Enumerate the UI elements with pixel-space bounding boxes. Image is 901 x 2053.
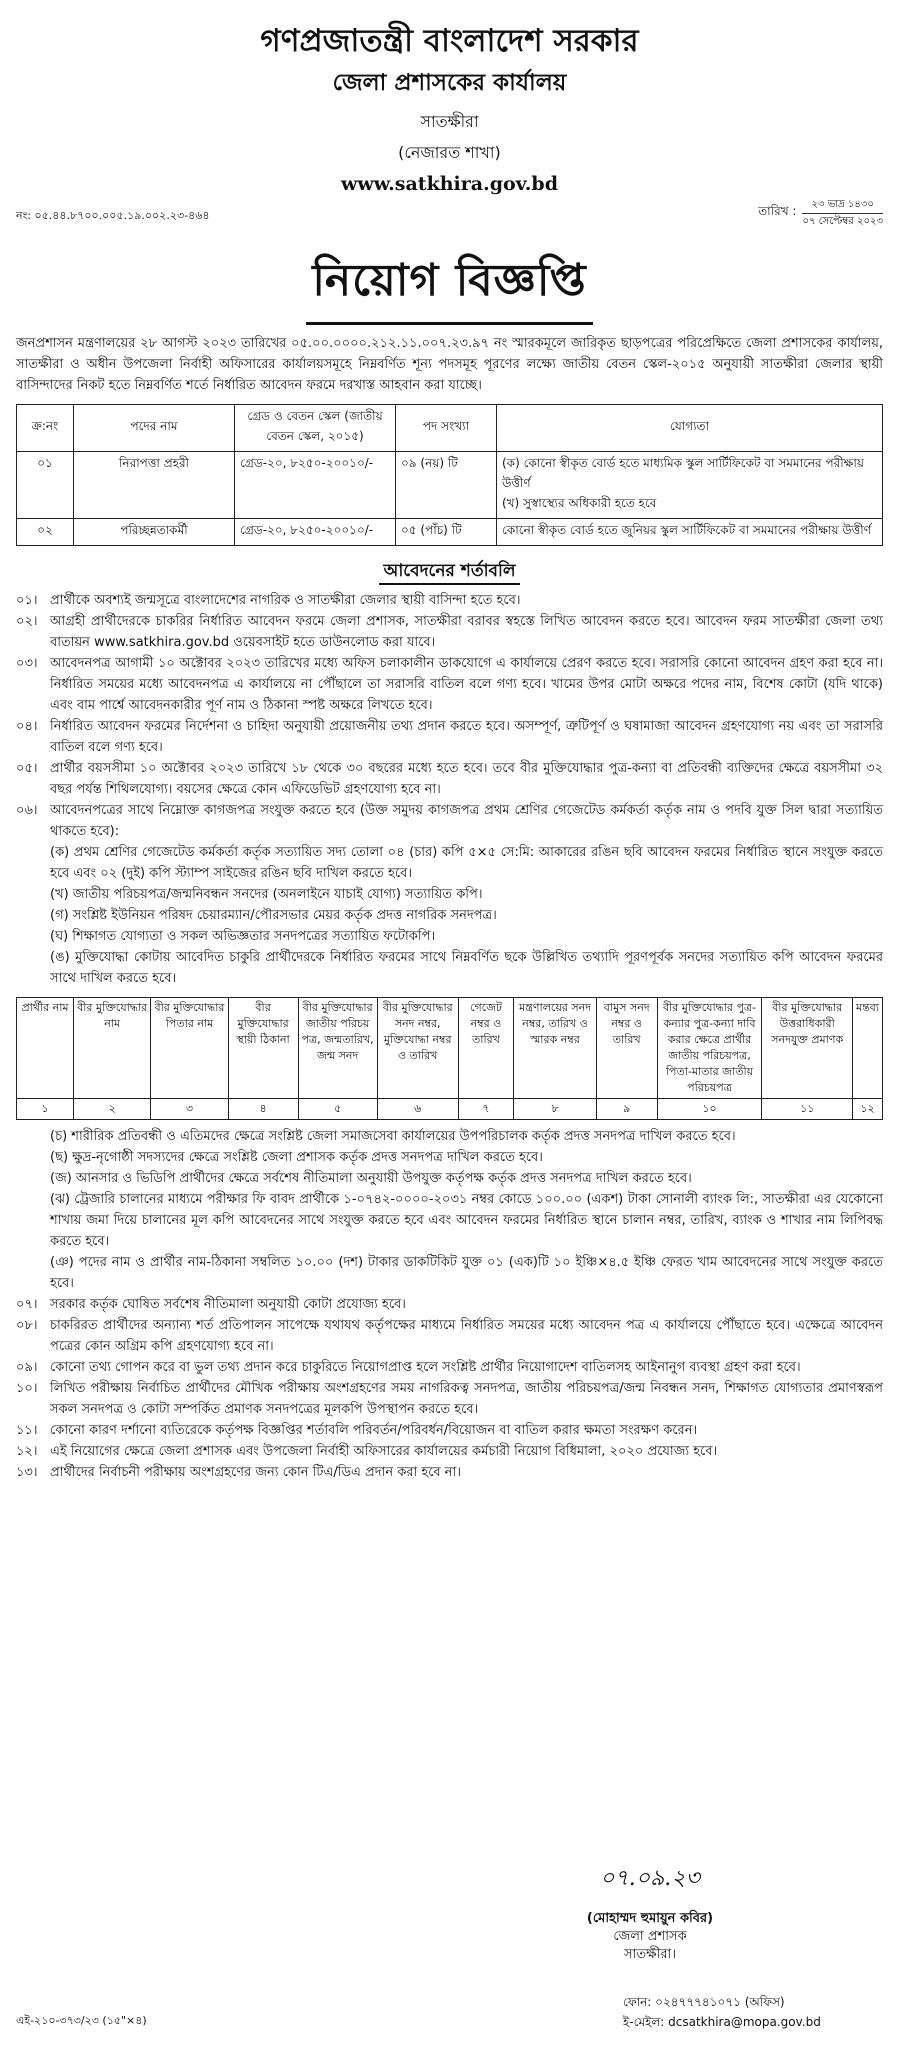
conditions-heading-wrap bbox=[16, 558, 883, 586]
phone-number: ফোন: ০২৪৭৭৭৪১০৭১ (অফিস) bbox=[623, 1995, 785, 2009]
sub-item: (ঝ) ট্রেজারি চালানের মাধ্যমে পরীক্ষার ফি বাবদ প্রার্থীকে ১-০৭৪২-০০০০-২০৩১ নম্বর কোডে ১০০.০০ (একশ) টাকা সোনালী ব্যাংক লি:, সাতক্ষীরা এর যেকোনো শাখায় জমা দিয়ে চালানের মূল কপি আবেদনের সাথে সংযুক্ত করতে হবে এবং আবেদন ফরমের নির্ধারিত স্থানে চালান নম্বর, তারিখ, ব্যাংক ও শাখার নাম লিপিবদ্ধ করতে হবে। bbox=[50, 1191, 883, 1249]
ff-header-row bbox=[17, 997, 883, 1098]
ff-num: ৫ bbox=[298, 1098, 377, 1119]
col-grade: গ্রেড ও বেতন স্কেল (জাতীয় বেতন স্কেল, ২০১৫) bbox=[235, 404, 396, 451]
email-address: ই-মেইল: dcsatkhira@mopa.gov.bd bbox=[623, 2015, 821, 2029]
sub-item: (চ) শারীরিক প্রতিবন্ধী ও এতিমদের ক্ষেত্রে সংশ্লিষ্ট জেলা সমাজসেবা কার্যালয়ের উপপরিচালক কর্তৃক প্রদত্ত সনদপত্র দাখিল করতে হবে। bbox=[50, 1128, 736, 1144]
posts-header-row bbox=[17, 404, 883, 451]
sub-item: (জ) আনসার ও ভিডিপি প্রার্থীদের ক্ষেত্রে সর্বশেষ নীতিমালা অনুযায়ী উপযুক্ত কর্তৃপক্ষ কর্তৃক প্রদত্ত সনদপত্র দাখিল করতে হবে। bbox=[50, 1170, 692, 1186]
condition-item bbox=[16, 1441, 883, 1462]
sub-item: (ঘ) শিক্ষাগত যোগ্যতা ও সকল অভিজ্ঞতার সনদপত্রের সত্যায়িত ফটোকপি। bbox=[50, 928, 436, 944]
ff-col: বামুস সনদ নম্বর ও তারিখ bbox=[596, 997, 657, 1098]
ff-num: ৪ bbox=[228, 1098, 298, 1119]
condition-text: এই নিয়োগের ক্ষেত্রে জেলা প্রশাসক এবং উপজেলা নির্বাহী অফিসারের কার্যালয়ের কর্মচারী নিয়োগ বিধিমালা, ২০২০ প্রযোজ্য হবে। bbox=[50, 1443, 718, 1459]
ff-col: বীর মুক্তিযোদ্ধার সনদ নম্বর, মুক্তিযোদ্ধা নম্বর ও তারিখ bbox=[377, 997, 458, 1098]
col-serial: ক্র:নং bbox=[17, 404, 74, 451]
ff-col: বীর মুক্তিযোদ্ধার জাতীয় পরিচয় পত্র, জন্মতারিখ, জন্ম সনদ bbox=[298, 997, 377, 1098]
signature-block bbox=[540, 1866, 760, 1964]
date-label: তারিখ : bbox=[758, 204, 797, 219]
grade-cell: গ্রেড-২০, ৮২৫০-২০০১০/- bbox=[235, 518, 396, 545]
condition-item bbox=[16, 1315, 883, 1357]
post-name-cell: পরিচ্ছন্নতাকর্মী bbox=[74, 518, 235, 545]
grade-cell: গ্রেড-২০, ৮২৫০-২০০১০/- bbox=[235, 451, 396, 518]
ff-num: ১২ bbox=[852, 1098, 882, 1119]
col-post-name: পদের নাম bbox=[74, 404, 235, 451]
condition-number: ০৪। bbox=[16, 718, 38, 734]
ff-num: ৭ bbox=[458, 1098, 514, 1119]
condition-item bbox=[16, 1420, 883, 1441]
ff-num: ৬ bbox=[377, 1098, 458, 1119]
condition-text: আবেদনপত্রের সাথে নিম্নোক্ত কাগজপত্র সংযুক্ত করতে হবে (উক্ত সমুদয় কাগজপত্র প্রথম শ্রেণির গেজেটেড কর্মকর্তা কর্তৃক নাম ও পদবি যুক্ত সিল দ্বারা সত্যায়িত থাকতে হবে): bbox=[50, 802, 883, 839]
sub-item: (ঙ) মুক্তিযোদ্ধা কোটায় আবেদিত চাকুরি প্রার্থীদেরকে নির্ধারিত ফরমের সাথে নিম্নবর্ণিত ছকে উল্লিখিত তথ্যাদি পূরণপূর্বক সনদের সত্যায়িত কপি আবেদন ফরমের সাথে দাখিল করতে হবে। bbox=[50, 949, 883, 986]
condition-item bbox=[16, 758, 883, 800]
condition-number: ১২। bbox=[16, 1443, 38, 1459]
reference-row bbox=[16, 198, 883, 233]
sub-item: (ছ) ক্ষুদ্র-নৃগোষ্ঠী সদস্যদের ক্ষেত্রে সংশ্লিষ্ট জেলা প্রশাসক কর্তৃক প্রদত্ত সনদপত্র দাখিল করতে হবে। bbox=[50, 1149, 543, 1165]
condition-number: ১০। bbox=[16, 1380, 38, 1396]
condition-text: সরকার কর্তৃক ঘোষিত সর্বশেষ নীতিমালা অনুযায়ী কোটা প্রযোজ্য হবে। bbox=[50, 1296, 406, 1312]
condition-text: আবেদনপত্র আগামী ১০ অক্টোবর ২০২৩ তারিখের মধ্যে অফিস চলাকালীন ডাকযোগে এ কার্যালয়ে প্রেরণ করতে হবে। সরাসরি কোনো আবেদন গ্রহণ করা হবে না। নির্ধারিত সময়ের মধ্যে আবেদনপত্র এ কার্যালয়ে না পৌঁছালে তা সরাসরি বাতিল বলে গণ্য হবে। খামের উপর মোটা অক্ষরে পদের নাম, বিশেষ কোটা (যদি থাকে) এবং বাম পার্শ্বে আবেদনকারীর পূর্ণ নাম ও ঠিকানা স্পষ্ট অক্ষরে লিখতে হবে। bbox=[50, 655, 883, 713]
condition-number: ০৩। bbox=[16, 655, 38, 671]
condition-item bbox=[16, 1294, 883, 1315]
ff-col: বীর মুক্তিযোদ্ধার পুত্র-কন্যার পুত্র-কন্যা দাবি করার ক্ষেত্রে প্রার্থীর জাতীয় পরিচয়পত্র, পিতা-মাতার জাতীয় পরিচয়পত্র bbox=[657, 997, 762, 1098]
ff-num: ৩ bbox=[151, 1098, 228, 1119]
signatory-place: সাতক্ষীরা। bbox=[624, 1947, 676, 1962]
contact-block bbox=[623, 1992, 883, 2032]
condition-item bbox=[16, 1378, 883, 1420]
sub-item: (খ) জাতীয় পরিচয়পত্র/জন্মনিবন্ধন সনদের (অনলাইনে যাচাই যোগ্য) সত্যায়িত কপি। bbox=[50, 886, 483, 902]
condition-text: প্রার্থীদের নির্বাচনী পরীক্ষায় অংশগ্রহণের জন্য কোন টিএ/ডিএ প্রদান করা হবে না। bbox=[50, 1464, 461, 1480]
condition-text: কোনো কারণ দর্শানো ব্যতিরেকে কর্তৃপক্ষ বিজ্ঞপ্তির শর্তাবলি পরিবর্তন/পরিবর্ধন/বিয়োজন বা বাতিল করার ক্ষমতা সংরক্ষণ করেন। bbox=[50, 1422, 698, 1438]
sub-item: (গ) সংশ্লিষ্ট ইউনিয়ন পরিষদ চেয়ারম্যান/পৌরসভার মেয়র কর্তৃক প্রদত্ত নাগরিক সনদপত্র। bbox=[50, 907, 497, 923]
date-bangla: ২৩ ভাদ্র ১৪৩০ bbox=[802, 197, 883, 214]
sub-item: (ক) প্রথম শ্রেণির গেজেটেড কর্মকর্তা কর্তৃক সত্যায়িত সদ্য তোলা ০৪ (চার) কপি ৫×৫ সে:মি: আকারের রঙিন ছবি আবেদন ফরমের নির্ধারিত স্থানে সংযুক্ত করতে হবে এবং ০২ (দুই) কপি স্ট্যাম্প সাইজের রঙিন ছবি দাখিল করতে হবে। bbox=[50, 844, 883, 881]
condition-item bbox=[16, 1462, 883, 1483]
count-cell: ০৫ (পাঁচ) টি bbox=[396, 518, 497, 545]
condition-text: আগ্রহী প্রার্থীদেরকে চাকরির নির্ধারিত আবেদন ফরমে জেলা প্রশাসক, সাতক্ষীরা বরাবর স্বহস্তে লিখিত আবেদন করতে হবে। আবেদন ফরম সাতক্ষীরা জেলা তথ্য বাতায়ন www.satkhira.gov.bd ওয়েবসাইট হতে ডাউনলোড করা যাবে। bbox=[50, 613, 883, 650]
condition-number: ০৫। bbox=[16, 760, 38, 776]
sub-item: (ঞ) পদের নাম ও প্রার্থীর নাম-ঠিকানা সম্বলিত ১০.০০ (দশ) টাকার ডাকটিকিট যুক্ত ০১ (এক)টি ১০ ইঞ্চি×৪.৫ ইঞ্চি ফেরত খাম আবেদনের সাথে সংযুক্ত করতে হবে। bbox=[50, 1254, 883, 1291]
condition-text: নির্ধারিত আবেদন ফরমের নির্দেশনা ও চাহিদা অনুযায়ী প্রয়োজনীয় তথ্য প্রদান করতে হবে। অসম্পূর্ণ, ত্রুটিপূর্ণ ও ঘষামাজা আবেদন গ্রহণযোগ্য নয় এবং তা সরাসরি বাতিল বলে গণ্য হবে। bbox=[50, 718, 883, 755]
condition-item bbox=[16, 611, 883, 653]
header bbox=[16, 24, 883, 195]
serial-cell: ০১ bbox=[17, 451, 74, 518]
ff-col: প্রার্থীর নাম bbox=[17, 997, 74, 1098]
count-cell: ০৯ (নয়) টি bbox=[396, 451, 497, 518]
conditions-list bbox=[16, 590, 883, 989]
condition-number: ১১। bbox=[16, 1422, 38, 1438]
ff-col: মন্তব্য bbox=[852, 997, 882, 1098]
condition-number: ০৬। bbox=[16, 802, 38, 818]
date-english: ০৭ সেপ্টেম্বর ২০২৩ bbox=[802, 215, 883, 227]
ff-col: বীর মুক্তিযোদ্ধার নাম bbox=[74, 997, 151, 1098]
ff-num: ৮ bbox=[514, 1098, 597, 1119]
ff-num: ১ bbox=[17, 1098, 74, 1119]
col-count: পদ সংখ্যা bbox=[396, 404, 497, 451]
condition-number: ১৩। bbox=[16, 1464, 38, 1480]
condition-number: ০২। bbox=[16, 613, 38, 629]
condition-item bbox=[16, 653, 883, 716]
signatory-designation: জেলা প্রশাসক bbox=[613, 1929, 687, 1944]
condition-text: লিখিত পরীক্ষায় নির্বাচিত প্রার্থীদের মৌখিক পরীক্ষায় অংশগ্রহণের সময় নাগরিকত্ব সনদপত্র, জাতীয় পরিচয়পত্র/জন্ম নিবন্ধন সনদ, শিক্ষাগত যোগ্যতার প্রমাণস্বরূপ সকল সনদপত্র ও কোটা সম্পর্কিত প্রমাণক সনদপত্রের মূলকপি উপস্থাপন করতে হবে। bbox=[50, 1380, 883, 1417]
ff-num: ১০ bbox=[657, 1098, 762, 1119]
website: www.satkhira.gov.bd bbox=[341, 172, 558, 195]
section-name: (নেজারত শাখা) bbox=[398, 142, 501, 162]
condition-item bbox=[16, 716, 883, 758]
ff-col: বীর মুক্তিযোদ্ধার উত্তরাধিকারী সনদযুক্ত প্রমাণক bbox=[762, 997, 853, 1098]
ff-number-row bbox=[17, 1098, 883, 1119]
signatory-name: (মোহাম্মদ হুমায়ুন কবির) bbox=[586, 1911, 714, 1926]
district-name: সাতক্ষীরা bbox=[420, 111, 479, 131]
post-name-cell: নিরাপত্তা প্রহরী bbox=[74, 451, 235, 518]
table-row bbox=[17, 518, 883, 545]
notice-title: নিয়োগ বিজ্ঞপ্তি bbox=[306, 247, 592, 325]
conditions-heading: আবেদনের শর্তাবলি bbox=[379, 561, 519, 585]
ff-col: গেজেট নম্বর ও তারিখ bbox=[458, 997, 514, 1098]
ff-col: মন্ত্রণালয়ের সনদ নম্বর, তারিখ ও স্মারক নম্বর bbox=[514, 997, 597, 1098]
qualification-cell: (ক) কোনো স্বীকৃত বোর্ড হতে মাধ্যমিক স্কুল সার্টিফিকেট বা সমমানের পরীক্ষায় উত্তীর্ণ (খ) সুস্বাস্থ্যের অধিকারী হতে হবে bbox=[497, 451, 883, 518]
ff-num: ২ bbox=[74, 1098, 151, 1119]
col-qualification: যোগ্যতা bbox=[497, 404, 883, 451]
ff-num: ৯ bbox=[596, 1098, 657, 1119]
footer-code: এই-২১০-৩৭৩/২৩ (১৫"×৪) bbox=[16, 2014, 147, 2027]
conditions-list-continued bbox=[16, 1126, 883, 1483]
serial-cell: ০২ bbox=[17, 518, 74, 545]
office-name: জেলা প্রশাসকের কার্যালয় bbox=[332, 68, 567, 96]
condition-text: প্রার্থীকে অবশ্যই জন্মসূত্রে বাংলাদেশের নাগরিক ও সাতক্ষীরা জেলার স্থায়ী বাসিন্দা হতে হবে। bbox=[50, 592, 521, 608]
date-block bbox=[758, 197, 883, 230]
notice-title-wrap bbox=[16, 247, 883, 325]
handwritten-signature: ০৭.০৯.২৩ bbox=[600, 1866, 700, 1891]
condition-text: প্রার্থীর বয়সসীমা ১০ অক্টোবর ২০২৩ তারিখে ১৮ থেকে ৩০ বছরের মধ্যে হতে হবে। তবে বীর মুক্তিযোদ্ধার পুত্র-কন্যা বা প্রতিবন্ধী ব্যক্তিদের ক্ষেত্রে বয়সসীমা ৩২ বছর পর্যন্ত শিথিলযোগ্য। বয়সের ক্ষেত্রে কোন এফিডেভিট গ্রহণযোগ্য হবে না। bbox=[50, 760, 883, 797]
ff-col: বীর মুক্তিযোদ্ধার পিতার নাম bbox=[151, 997, 228, 1098]
condition-item bbox=[16, 1357, 883, 1378]
table-row bbox=[17, 451, 883, 518]
condition-text: কোনো তথ্য গোপন করে বা ভুল তথ্য প্রদান করে চাকুরিতে নিয়োগপ্রাপ্ত হলে সংশ্লিষ্ট প্রার্থীর নিয়োগাদেশ বাতিলসহ আইনানুগ ব্যবস্থা গ্রহণ করা হবে। bbox=[50, 1359, 801, 1375]
intro-paragraph: জনপ্রশাসন মন্ত্রণালয়ের ২৮ আগস্ট ২০২৩ তারিখের ০৫.০০.০০০০.২১২.১১.০০৭.২৩.৯৭ নং স্মারকমূলে জারিকৃত ছাড়পত্রের পরিপ্রেক্ষিতে জেলা প্রশাসকের কার্যালয়, সাতক্ষীরা ও অধীন উপজেলা নির্বাহী অফিসারের কার্যালয়সমূহে নিম্নবর্ণিত শূন্য পদসমূহ পূরণের লক্ষ্যে জাতীয় বেতন স্কেল-২০১৫ অনুযায়ী সাতক্ষীরা জেলার স্থায়ী বাসিন্দাদের নিকট হতে নিম্নবর্ণিত শর্তে নির্ধারিত আবেদন ফরমে দরখাস্ত আহবান করা যাচ্ছে। bbox=[16, 335, 883, 393]
condition-number: ০৭। bbox=[16, 1296, 38, 1312]
posts-table bbox=[16, 404, 883, 546]
condition-item bbox=[16, 590, 883, 611]
qualification-cell: কোনো স্বীকৃত বোর্ড হতে জুনিয়র স্কুল সার্টিফিকেট বা সমমানের পরীক্ষায় উত্তীর্ণ bbox=[497, 518, 883, 545]
ff-num: ১১ bbox=[762, 1098, 853, 1119]
government-name: গণপ্রজাতন্ত্রী বাংলাদেশ সরকার bbox=[260, 23, 639, 59]
condition-number: ০৮। bbox=[16, 1317, 38, 1333]
condition-number: ০১। bbox=[16, 592, 38, 608]
memo-number: নং: ০৫.৪৪.৮৭০০.০০৫.১৯.০০২.২৩-৪৬৪ bbox=[16, 208, 210, 222]
ff-col: বীর মুক্তিযোদ্ধার স্থায়ী ঠিকানা bbox=[228, 997, 298, 1098]
freedom-fighter-table bbox=[16, 997, 883, 1120]
condition-text: চাকরিরত প্রার্থীদের অন্যান্য শর্ত প্রতিপালন সাপেক্ষে যথাযথ কর্তৃপক্ষের মাধ্যমে নির্ধারিত সময়ের মধ্যে আবেদন পত্র এ কার্যালয়ে পৌঁছাতে হবে। এক্ষেত্রে আবেদন পত্রের কোন অগ্রিম কপি গ্রহণযোগ্য হবে না। bbox=[50, 1317, 883, 1354]
condition-item bbox=[16, 800, 883, 842]
condition-number: ০৯। bbox=[16, 1359, 38, 1375]
